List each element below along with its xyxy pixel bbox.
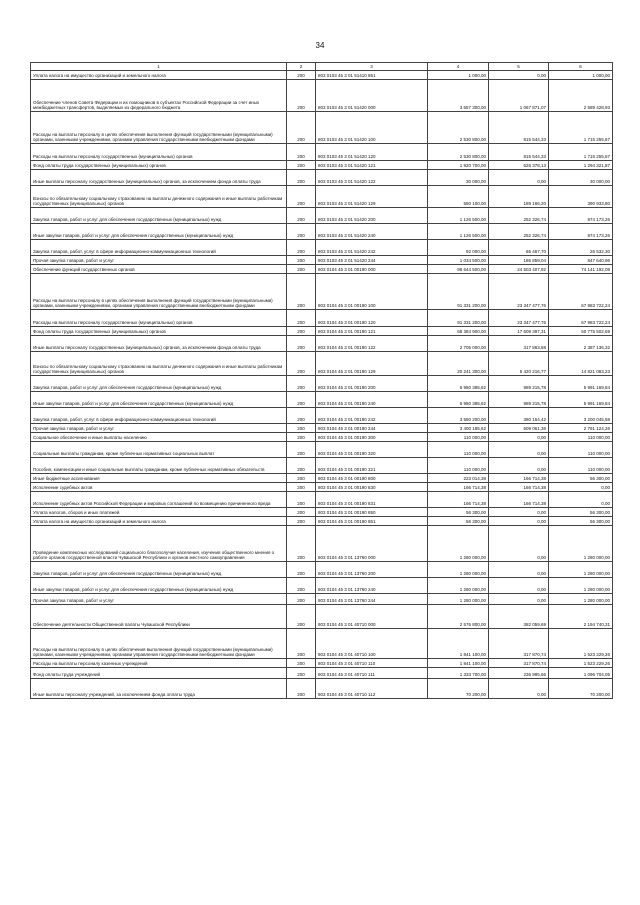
- row-approved-amount: 1 126 500,00: [428, 224, 489, 240]
- row-budget-code: 803 0103 45 3 01 51420 244: [316, 256, 428, 265]
- row-budget-code: 803 0104 45 3 01 40710 111: [316, 668, 428, 679]
- row-executed-amount: 815 544,33: [489, 144, 549, 161]
- row-code: 200: [287, 274, 316, 310]
- row-executed-amount: 5 420 216,77: [489, 352, 549, 376]
- row-remaining-amount: 74 141 192,08: [549, 265, 613, 274]
- row-budget-code: 803 0103 45 3 01 51420 129: [316, 186, 428, 208]
- row-name: Исполнение судебных актов: [31, 483, 287, 492]
- row-approved-amount: 92 000,00: [428, 240, 489, 256]
- table-row: [31, 517, 613, 526]
- row-remaining-amount: 874 173,26: [549, 224, 613, 240]
- row-name: Иные закупки товаров, работ и услуг для обеспечения государственных (муниципальных) нужд: [31, 392, 287, 408]
- row-approved-amount: 1 034 500,00: [428, 256, 489, 265]
- row-remaining-amount: 0,00: [549, 492, 613, 508]
- row-executed-amount: 65 467,70: [489, 240, 549, 256]
- row-name: Уплата налогов, сборов и иных платежей: [31, 508, 287, 517]
- row-executed-amount: 0,00: [489, 170, 549, 186]
- row-name: Обеспечение членов Совета Федерации и их помощников в субъектах Российской Федерации за счет иных межбюджетных трансфертов, выделяемых из федерального бюджета: [31, 80, 287, 112]
- row-budget-code: 803 0104 45 3 01 00190 830: [316, 483, 428, 492]
- table-row: [31, 433, 613, 442]
- row-remaining-amount: 1 280 000,00: [549, 594, 613, 605]
- table-row: [31, 668, 613, 679]
- row-name: Расходы на выплаты персоналу в целях обеспечения выполнения функций государственными (муниципальными) органами, казенными учреждениями, органами управления государственными внебюджетными фондами: [31, 112, 287, 144]
- table-row: [31, 474, 613, 483]
- row-budget-code: 803 0103 45 3 01 51420 240: [316, 224, 428, 240]
- row-executed-amount: 0,00: [489, 442, 549, 458]
- row-executed-amount: 24 503 407,92: [489, 265, 549, 274]
- row-executed-amount: 17 609 397,31: [489, 327, 549, 336]
- row-code: 200: [287, 256, 316, 265]
- row-remaining-amount: 847 640,96: [549, 256, 613, 265]
- row-approved-amount: 110 000,00: [428, 442, 489, 458]
- row-budget-code: 803 0104 45 3 01 00190 129: [316, 352, 428, 376]
- table-row: [31, 170, 613, 186]
- table-row: [31, 424, 613, 433]
- row-budget-code: 803 0104 45 3 01 13760 200: [316, 562, 428, 578]
- row-remaining-amount: 110 000,00: [549, 442, 613, 458]
- row-code: 200: [287, 679, 316, 699]
- row-approved-amount: 70 200,00: [428, 679, 489, 699]
- row-executed-amount: 166 714,38: [489, 492, 549, 508]
- row-code: 200: [287, 659, 316, 668]
- table-row: [31, 265, 613, 274]
- row-name: Пособия, компенсации и иные социальные выплаты гражданам, кроме публичных нормативных обязательств: [31, 458, 287, 474]
- row-code: 200: [287, 526, 316, 562]
- table-row: [31, 310, 613, 327]
- table-row: [31, 352, 613, 376]
- row-approved-amount: 1 280 000,00: [428, 562, 489, 578]
- table-row: [31, 392, 613, 408]
- row-executed-amount: 23 347 477,76: [489, 274, 549, 310]
- row-budget-code: 803 0104 45 3 01 13760 240: [316, 578, 428, 594]
- row-executed-amount: 0,00: [489, 458, 549, 474]
- table-row: [31, 224, 613, 240]
- row-code: 200: [287, 327, 316, 336]
- row-code: 200: [287, 458, 316, 474]
- row-executed-amount: 382 059,69: [489, 605, 549, 629]
- table-row: [31, 605, 613, 629]
- row-name: Расходы на выплаты персоналу в целях обеспечения выполнения функций государственными (муниципальными) органами, казенными учреждениями, органами управления государственными внебюджетными фондами: [31, 629, 287, 659]
- row-name: Закупка товаров, работ, услуг в сфере информационно-коммуникационных технологий: [31, 240, 287, 256]
- row-remaining-amount: 2 387 136,32: [549, 336, 613, 352]
- row-approved-amount: 580 100,00: [428, 186, 489, 208]
- row-code: 200: [287, 112, 316, 144]
- row-approved-amount: 6 980 385,62: [428, 376, 489, 392]
- row-approved-amount: 1 280 000,00: [428, 578, 489, 594]
- table-row: [31, 327, 613, 336]
- table-row: [31, 240, 613, 256]
- row-name: Расходы на выплаты персоналу государственных (муниципальных) органов: [31, 310, 287, 327]
- row-remaining-amount: 1 523 229,26: [549, 659, 613, 668]
- row-budget-code: 803 0103 45 3 01 51420 100: [316, 112, 428, 144]
- row-name: Взносы по обязательному социальному страхованию на выплаты денежного содержания и иные выплаты работникам государственных (муниципальных) органов: [31, 186, 287, 208]
- row-remaining-amount: 1 715 255,67: [549, 112, 613, 144]
- table-row: [31, 186, 613, 208]
- row-approved-amount: 1 333 700,00: [428, 668, 489, 679]
- row-approved-amount: 1 841 100,00: [428, 659, 489, 668]
- row-budget-code: 803 0104 45 3 01 00190 242: [316, 408, 428, 424]
- row-name: Расходы на выплаты персоналу казенных учреждений: [31, 659, 287, 668]
- row-code: 200: [287, 265, 316, 274]
- row-code: 200: [287, 562, 316, 578]
- row-remaining-amount: 874 173,26: [549, 208, 613, 224]
- row-executed-amount: 0,00: [489, 594, 549, 605]
- table-row: [31, 274, 613, 310]
- row-executed-amount: 0,00: [489, 508, 549, 517]
- row-budget-code: 803 0104 45 3 01 00190 850: [316, 508, 428, 517]
- row-executed-amount: 0,00: [489, 517, 549, 526]
- row-name: Проведение комплексных исследований социального благополучия населения, изучения общественного мнения о работе органов государственной власти Чувашской Республики и органов местного самоуправления: [31, 526, 287, 562]
- row-remaining-amount: 2 589 428,93: [549, 80, 613, 112]
- row-executed-amount: 189 166,20: [489, 186, 549, 208]
- row-code: 200: [287, 208, 316, 224]
- table-row: [31, 679, 613, 699]
- row-budget-code: 803 0104 45 3 01 00190 240: [316, 392, 428, 408]
- table-row: [31, 161, 613, 170]
- row-remaining-amount: 1 523 229,26: [549, 629, 613, 659]
- row-executed-amount: 0,00: [489, 526, 549, 562]
- row-executed-amount: 380 154,42: [489, 408, 549, 424]
- row-name: Социальное обеспечение и иные выплаты населению: [31, 433, 287, 442]
- row-budget-code: 803 0103 45 3 01 51420 242: [316, 240, 428, 256]
- row-remaining-amount: 56 300,00: [549, 474, 613, 483]
- row-name: Иные выплаты персоналу государственных (муниципальных) органов, за исключением фонда оплаты труда: [31, 336, 287, 352]
- row-remaining-amount: 1 280 000,00: [549, 562, 613, 578]
- row-remaining-amount: 110 000,00: [549, 433, 613, 442]
- column-number: 1: [31, 63, 287, 71]
- row-approved-amount: 3 657 300,00: [428, 80, 489, 112]
- row-name: Закупка товаров, работ и услуг для обеспечения государственных (муниципальных) нужд: [31, 376, 287, 392]
- row-remaining-amount: 1 280 000,00: [549, 578, 613, 594]
- row-executed-amount: 317 870,74: [489, 659, 549, 668]
- row-executed-amount: 0,00: [489, 562, 549, 578]
- table-row: [31, 629, 613, 659]
- row-code: 200: [287, 483, 316, 492]
- row-name: Фонд оплаты труда государственных (муниципальных) органов: [31, 161, 287, 170]
- table-row: [31, 336, 613, 352]
- row-approved-amount: 3 400 185,62: [428, 424, 489, 433]
- column-number: 4: [428, 63, 489, 71]
- row-name: Иные выплаты персоналу учреждений, за исключением фонда оплаты труда: [31, 679, 287, 699]
- row-remaining-amount: 110 000,00: [549, 458, 613, 474]
- row-code: 200: [287, 186, 316, 208]
- column-number: 3: [316, 63, 428, 71]
- row-budget-code: 803 0104 45 3 01 00190 831: [316, 492, 428, 508]
- row-code: 200: [287, 594, 316, 605]
- row-name: Закупка товаров, работ, услуг в сфере информационно-коммуникационных технологий: [31, 408, 287, 424]
- row-name: Фонд оплаты труда государственных (муниципальных) органов: [31, 327, 287, 336]
- row-code: 200: [287, 605, 316, 629]
- row-code: 200: [287, 224, 316, 240]
- column-number: 6: [549, 63, 613, 71]
- row-code: 200: [287, 336, 316, 352]
- row-approved-amount: 2 705 000,00: [428, 336, 489, 352]
- row-code: 200: [287, 629, 316, 659]
- row-remaining-amount: 14 821 083,23: [549, 352, 613, 376]
- row-budget-code: 803 0104 45 3 01 13760 244: [316, 594, 428, 605]
- row-executed-amount: 252 326,74: [489, 208, 549, 224]
- row-budget-code: 803 0103 45 3 01 51420 120: [316, 144, 428, 161]
- row-budget-code: 803 0104 45 3 01 00190 800: [316, 474, 428, 483]
- table-row: [31, 659, 613, 668]
- row-approved-amount: 68 384 900,00: [428, 327, 489, 336]
- row-approved-amount: 1 841 100,00: [428, 629, 489, 659]
- row-executed-amount: 626 378,13: [489, 161, 549, 170]
- row-approved-amount: 166 714,38: [428, 483, 489, 492]
- row-executed-amount: 166 714,38: [489, 483, 549, 492]
- row-executed-amount: 23 347 477,76: [489, 310, 549, 327]
- row-approved-amount: 56 300,00: [428, 508, 489, 517]
- row-budget-code: 803 0104 45 3 01 00190 244: [316, 424, 428, 433]
- row-remaining-amount: 0,00: [549, 483, 613, 492]
- row-budget-code: 803 0104 45 3 01 00190 121: [316, 327, 428, 336]
- row-budget-code: 803 0104 45 3 01 13760 000: [316, 526, 428, 562]
- row-remaining-amount: 50 775 502,69: [549, 327, 613, 336]
- row-code: 200: [287, 474, 316, 483]
- row-budget-code: 803 0104 45 3 01 40710 000: [316, 605, 428, 629]
- row-remaining-amount: 67 983 722,24: [549, 310, 613, 327]
- row-budget-code: 803 0103 45 3 01 51420 000: [316, 80, 428, 112]
- page-number: 34: [315, 41, 325, 50]
- row-name: Взносы по обязательному социальному страхованию на выплаты денежного содержания и иные выплаты работникам государственных (муниципальных) органов: [31, 352, 287, 376]
- row-code: 200: [287, 433, 316, 442]
- row-budget-code: 803 0104 45 3 01 00190 320: [316, 442, 428, 458]
- row-approved-amount: 1 920 700,00: [428, 161, 489, 170]
- row-approved-amount: 2 530 800,00: [428, 112, 489, 144]
- row-executed-amount: 0,00: [489, 71, 549, 80]
- table-row: [31, 578, 613, 594]
- row-remaining-amount: 30 000,00: [549, 170, 613, 186]
- row-name: Иные закупки товаров, работ и услуг для обеспечения государственных (муниципальных) нужд: [31, 578, 287, 594]
- table-row: [31, 80, 613, 112]
- row-name: Исполнение судебных актов Российской Федерации и мировых соглашений по возмещению причиненного вреда: [31, 492, 287, 508]
- row-budget-code: 803 0103 45 3 01 51420 200: [316, 208, 428, 224]
- row-name: Расходы на выплаты персоналу в целях обеспечения выполнения функций государственными (муниципальными) органами, казенными учреждениями, органами управления государственными внебюджетными фондами: [31, 274, 287, 310]
- budget-execution-table: [30, 62, 613, 699]
- row-executed-amount: 815 544,33: [489, 112, 549, 144]
- row-remaining-amount: 390 933,80: [549, 186, 613, 208]
- row-executed-amount: 252 326,74: [489, 224, 549, 240]
- row-approved-amount: 2 576 800,00: [428, 605, 489, 629]
- row-remaining-amount: 5 991 169,84: [549, 376, 613, 392]
- row-name: Закупка товаров, работ и услуг для обеспечения государственных (муниципальных) нужд: [31, 208, 287, 224]
- row-code: 200: [287, 508, 316, 517]
- table-row: [31, 256, 613, 265]
- table-row: [31, 483, 613, 492]
- row-approved-amount: 223 014,38: [428, 474, 489, 483]
- row-code: 200: [287, 492, 316, 508]
- table-row: [31, 508, 613, 517]
- row-remaining-amount: 2 194 740,31: [549, 605, 613, 629]
- table-row: [31, 442, 613, 458]
- table-row: [31, 71, 613, 80]
- row-remaining-amount: 3 200 045,58: [549, 408, 613, 424]
- row-budget-code: 803 0104 45 3 01 00190 000: [316, 265, 428, 274]
- row-approved-amount: 98 644 500,00: [428, 265, 489, 274]
- row-name: Уплата налога на имущество организаций и земельного налога: [31, 517, 287, 526]
- row-approved-amount: 56 300,00: [428, 517, 489, 526]
- row-remaining-amount: 1 096 704,05: [549, 668, 613, 679]
- row-code: 200: [287, 71, 316, 80]
- column-number: 5: [489, 63, 549, 71]
- table-row: [31, 208, 613, 224]
- table-row: [31, 526, 613, 562]
- row-executed-amount: 0,00: [489, 578, 549, 594]
- row-approved-amount: 1 126 500,00: [428, 208, 489, 224]
- table-row: [31, 144, 613, 161]
- row-budget-code: 803 0103 45 3 01 51420 122: [316, 170, 428, 186]
- row-approved-amount: 1 000,00: [428, 71, 489, 80]
- row-code: 200: [287, 408, 316, 424]
- row-name: Социальные выплаты гражданам, кроме публичных нормативных социальных выплат: [31, 442, 287, 458]
- row-executed-amount: 317 863,68: [489, 336, 549, 352]
- row-name: Иные закупки товаров, работ и услуг для обеспечения государственных (муниципальных) нужд: [31, 224, 287, 240]
- row-name: Иные бюджетные ассигнования: [31, 474, 287, 483]
- row-executed-amount: 0,00: [489, 433, 549, 442]
- row-approved-amount: 166 714,38: [428, 492, 489, 508]
- row-code: 200: [287, 352, 316, 376]
- row-executed-amount: 0,00: [489, 679, 549, 699]
- row-budget-code: 803 0104 45 3 01 00190 321: [316, 458, 428, 474]
- row-name: Иные выплаты персоналу государственных (муниципальных) органов, за исключением фонда оплаты труда: [31, 170, 287, 186]
- row-approved-amount: 110 000,00: [428, 433, 489, 442]
- table-row: [31, 492, 613, 508]
- row-remaining-amount: 70 200,00: [549, 679, 613, 699]
- row-name: Закупка товаров, работ и услуг для обеспечения государственных (муниципальных) нужд: [31, 562, 287, 578]
- table-row: [31, 112, 613, 144]
- row-remaining-amount: 56 300,00: [549, 517, 613, 526]
- row-name: Прочая закупка товаров, работ и услуг: [31, 424, 287, 433]
- row-executed-amount: 609 061,36: [489, 424, 549, 433]
- row-code: 200: [287, 442, 316, 458]
- row-name: Прочая закупка товаров, работ и услуг: [31, 256, 287, 265]
- row-budget-code: 803 0104 45 3 01 00190 100: [316, 274, 428, 310]
- row-budget-code: 803 0104 45 3 01 00190 300: [316, 433, 428, 442]
- row-name: Фонд оплаты труда учреждений: [31, 668, 287, 679]
- row-code: 200: [287, 578, 316, 594]
- row-approved-amount: 6 980 385,62: [428, 392, 489, 408]
- row-approved-amount: 91 331 200,00: [428, 310, 489, 327]
- row-approved-amount: 1 280 000,00: [428, 526, 489, 562]
- table-row: [31, 376, 613, 392]
- row-code: 200: [287, 161, 316, 170]
- row-approved-amount: 2 530 800,00: [428, 144, 489, 161]
- column-number: 2: [287, 63, 316, 71]
- row-name: Обеспечение деятельности Общественной палаты Чувашской Республики: [31, 605, 287, 629]
- row-budget-code: 803 0104 45 3 01 40710 112: [316, 679, 428, 699]
- row-remaining-amount: 1 294 321,87: [549, 161, 613, 170]
- row-remaining-amount: 56 300,00: [549, 508, 613, 517]
- row-executed-amount: 1 067 871,07: [489, 80, 549, 112]
- row-executed-amount: 166 714,38: [489, 474, 549, 483]
- row-remaining-amount: 1 715 255,67: [549, 144, 613, 161]
- row-approved-amount: 91 331 200,00: [428, 274, 489, 310]
- row-code: 200: [287, 376, 316, 392]
- row-code: 200: [287, 668, 316, 679]
- column-number-row: [31, 63, 613, 71]
- row-executed-amount: 989 215,78: [489, 392, 549, 408]
- row-executed-amount: 317 870,74: [489, 629, 549, 659]
- row-remaining-amount: 67 983 722,24: [549, 274, 613, 310]
- row-code: 200: [287, 80, 316, 112]
- row-executed-amount: 236 995,66: [489, 668, 549, 679]
- row-code: 200: [287, 517, 316, 526]
- row-approved-amount: 20 241 300,00: [428, 352, 489, 376]
- table-row: [31, 458, 613, 474]
- row-budget-code: 803 0104 45 3 01 40710 110: [316, 659, 428, 668]
- row-code: 200: [287, 240, 316, 256]
- row-budget-code: 803 0104 45 3 01 00190 122: [316, 336, 428, 352]
- row-name: Уплата налога на имущество организаций и земельного налога: [31, 71, 287, 80]
- row-budget-code: 803 0103 45 3 01 51410 851: [316, 71, 428, 80]
- row-name: Обеспечение функций государственных органов: [31, 265, 287, 274]
- row-budget-code: 803 0103 45 3 01 51420 121: [316, 161, 428, 170]
- row-approved-amount: 3 580 200,00: [428, 408, 489, 424]
- row-remaining-amount: 1 000,00: [549, 71, 613, 80]
- row-code: 200: [287, 424, 316, 433]
- row-name: Расходы на выплаты персоналу государственных (муниципальных) органов: [31, 144, 287, 161]
- row-approved-amount: 110 000,00: [428, 458, 489, 474]
- row-remaining-amount: 1 280 000,00: [549, 526, 613, 562]
- row-remaining-amount: 2 791 124,26: [549, 424, 613, 433]
- row-remaining-amount: 26 532,30: [549, 240, 613, 256]
- table-row: [31, 562, 613, 578]
- row-budget-code: 803 0104 45 3 01 00190 851: [316, 517, 428, 526]
- row-approved-amount: 1 280 000,00: [428, 594, 489, 605]
- row-approved-amount: 30 000,00: [428, 170, 489, 186]
- row-executed-amount: 186 859,04: [489, 256, 549, 265]
- row-remaining-amount: 5 991 169,84: [549, 392, 613, 408]
- row-code: 200: [287, 170, 316, 186]
- table-row: [31, 594, 613, 605]
- table-row: [31, 408, 613, 424]
- row-budget-code: 803 0104 45 3 01 00190 120: [316, 310, 428, 327]
- row-executed-amount: 989 215,78: [489, 376, 549, 392]
- row-code: 200: [287, 144, 316, 161]
- row-code: 200: [287, 392, 316, 408]
- row-budget-code: 803 0104 45 3 01 40710 100: [316, 629, 428, 659]
- row-name: Прочая закупка товаров, работ и услуг: [31, 594, 287, 605]
- row-budget-code: 803 0104 45 3 01 00190 200: [316, 376, 428, 392]
- row-code: 200: [287, 310, 316, 327]
